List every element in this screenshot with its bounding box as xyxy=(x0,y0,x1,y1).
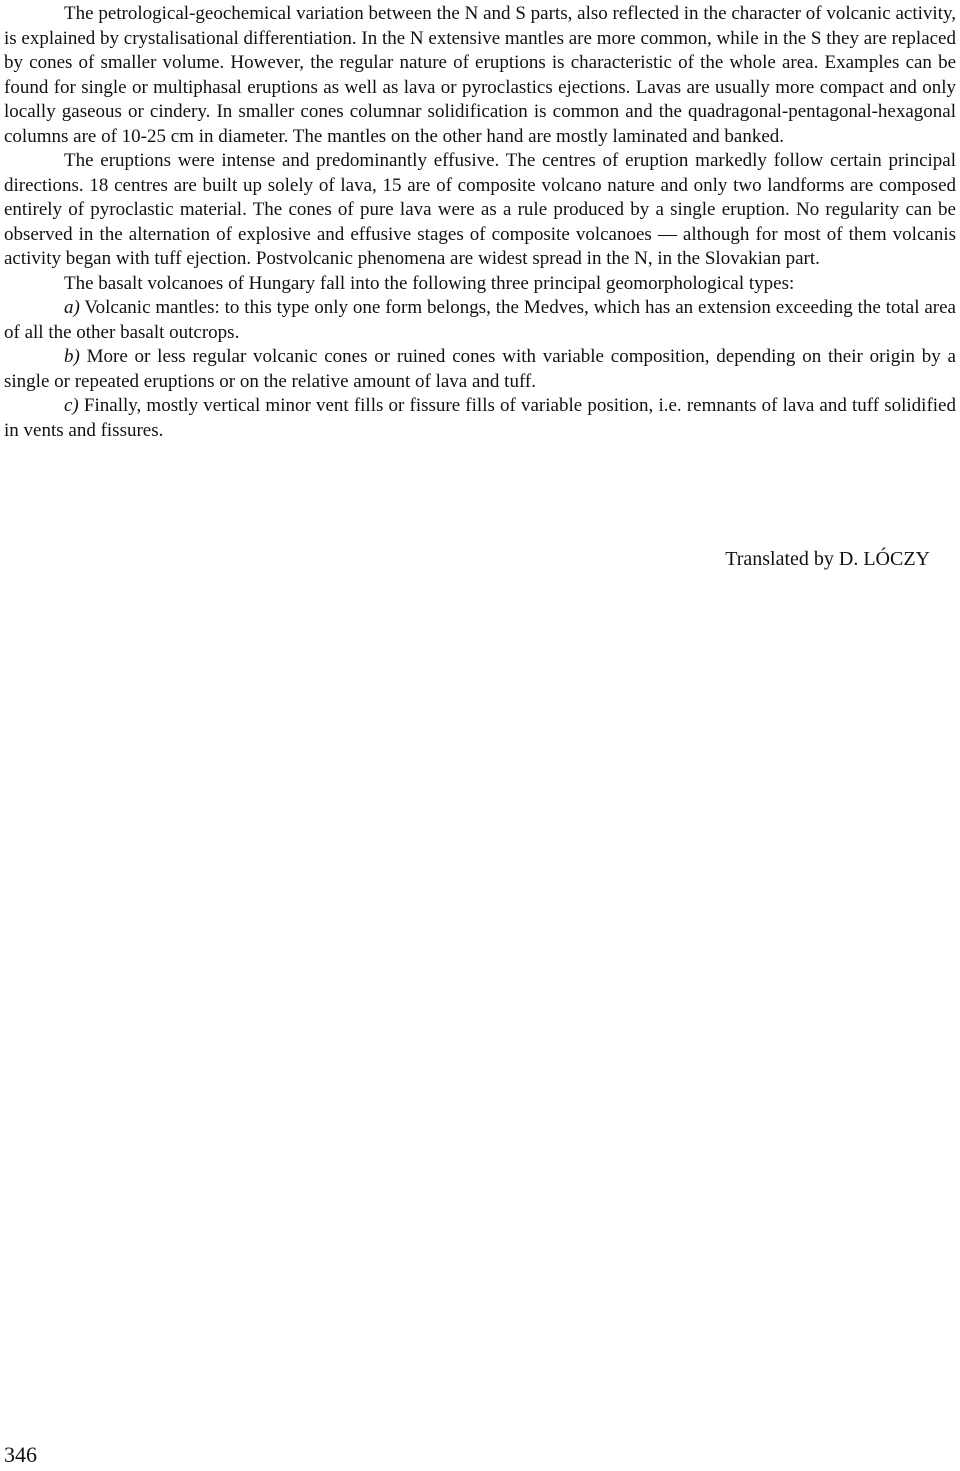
paragraph-text: The eruptions were intense and predominantly effusive. The centres of eruption markedly follow certain principal directions. 18 centres are built up solely of lava, 15 are of composite volcano nature and only two landforms are composed entirely of pyroclastic material. The cones of pure lava were as a rule produced by a single eruption. No regularity can be observed in the alternation of explosive and effusive stages of composite volcanoes — although for most of them volcanis activity began with tuff ejection. Postvolcanic phenomena are widest spread in the N, in the Slovakian part. xyxy=(4,150,956,269)
body-text xyxy=(4,2,956,443)
paragraph-types-intro xyxy=(4,272,956,297)
list-item-label: c) xyxy=(64,395,79,416)
translator-credit: Translated by D. LÓCZY xyxy=(725,548,930,570)
paragraph-eruptions xyxy=(4,149,956,272)
list-item-label: a) xyxy=(64,297,80,318)
list-item-label: b) xyxy=(64,346,80,367)
paragraph-text: The petrological-geochemical variation between the N and S parts, also reflected in the character of volcanic activity, is explained by crystalisational differentiation. In the N extensive mantles are more common, while in the S they are replaced by cones of smaller volume. However, the regular nature of eruptions is characteristic of the whole area. Examples can be found for single or multiphasal eruptions as well as lava or pyroclastics ejections. Lavas are usually more compact and only locally gaseous or cindery. In smaller cones columnar solidification is common and the quadragonal-pentagonal-hexagonal columns are of 10-25 cm in diameter. The mantles on the other hand are mostly laminated and banked. xyxy=(4,3,956,147)
paragraph-text: The basalt volcanoes of Hungary fall into the following three principal geomorphological types: xyxy=(64,272,795,294)
paragraph-variation xyxy=(4,2,956,149)
list-item-text: Finally, mostly vertical minor vent fills or fissure fills of variable position, i.e. remnants of lava and tuff solidified in vents and fissures. xyxy=(4,395,956,441)
list-item-b xyxy=(4,345,956,394)
list-item-a xyxy=(4,296,956,345)
list-item-text: Volcanic mantles: to this type only one form belongs, the Medves, which has an extension exceeding the total area of all the other basalt outcrops. xyxy=(4,297,956,343)
list-item-c xyxy=(4,394,956,443)
page-number: 346 xyxy=(4,1442,37,1467)
list-item-text: More or less regular volcanic cones or ruined cones with variable composition, depending on their origin by a single or repeated eruptions or on the relative amount of lava and tuff. xyxy=(4,346,956,392)
